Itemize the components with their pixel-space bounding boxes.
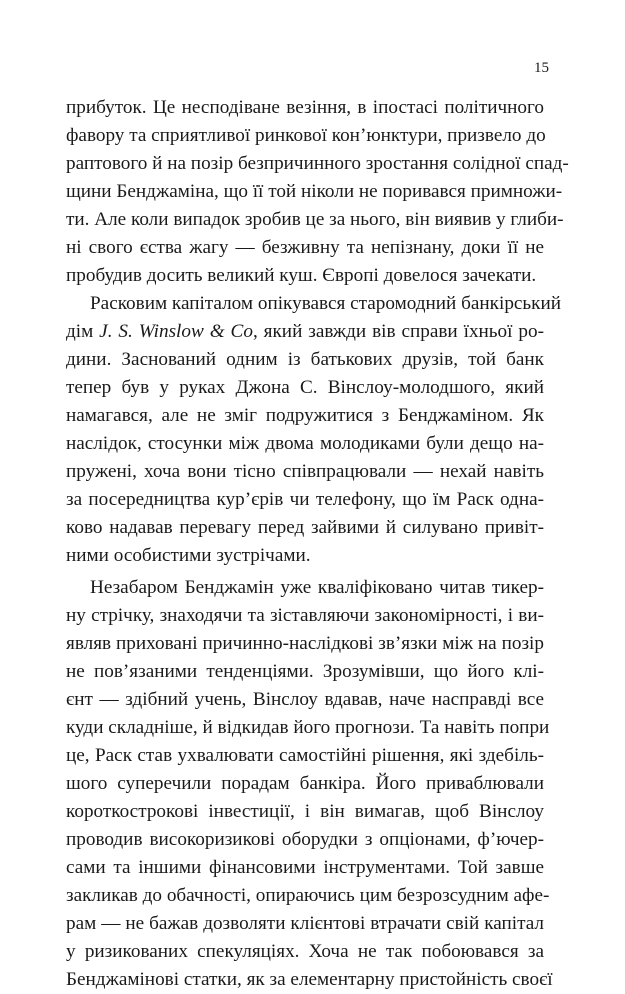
text-line: дини. Заснований одним із батькових друзів, той банк (66, 349, 544, 370)
text-line: прибуток. Це несподіване везіння, в іпостасі політичного (66, 97, 544, 118)
text-line: куди складніше, й відкидав його прогнози. Та навіть попри (66, 717, 550, 738)
paragraph-1 (66, 94, 569, 290)
paragraph-2 (66, 290, 562, 570)
text-line: проводив високоризикові оборудки з опціонами, ф’ючер- (66, 829, 544, 850)
text-line: ти. Але коли випадок зробив це за нього, він виявив у глиби- (66, 209, 564, 230)
text-line: намагався, але не зміг подружитися з Бенджаміном. Як (66, 405, 544, 426)
text-line: за посередництва кур’єрів чи телефону, що їм Раск одна- (66, 489, 544, 510)
text-line: раптового й на позір безпричинного зростання солідної спад- (66, 153, 569, 174)
text-line: сами та іншими фінансовими інструментами. Той завше (66, 857, 544, 878)
text-line: пружені, хоча вони тісно співпрацювали — нехай навіть (66, 461, 544, 482)
text-line: ними особистими зустрічами. (66, 545, 311, 566)
body-text (66, 94, 569, 994)
text-line: ні свого єства жагу — безживну та непізнану, доки її не (66, 237, 544, 258)
bank-name-italic: J. S. Winslow & Co (99, 321, 253, 342)
text-line: пробудив досить великий куш. Європі довелося зачекати. (66, 265, 537, 286)
text-fragment: дім (66, 321, 100, 342)
text-line: ково надавав перевагу перед зайвими й силувано привіт- (66, 517, 544, 538)
text-line: Расковим капіталом опікувався старомодний банкірський (90, 293, 562, 314)
paragraph-3 (66, 574, 553, 994)
text-line: щини Бенджаміна, що її той ніколи не поривався примножи- (66, 181, 563, 202)
text-line: єнт — здібний учень, Вінслоу вдавав, наче насправді все (66, 689, 544, 710)
text-line: фавору та сприятливої ринкової кон’юнктури, призвело до (66, 125, 546, 146)
text-line: шого суперечили порадам банкіра. Його приваблювали (66, 773, 544, 794)
text-line: тепер був у руках Джона С. Вінслоу-молодшого, який (66, 377, 544, 398)
text-fragment: , який завжди вів справи їхньої ро- (252, 321, 544, 342)
text-line-with-bank-name (66, 318, 544, 346)
text-line: ну стрічку, знаходячи та зіставляючи закономірності, і ви- (66, 605, 544, 626)
text-line: не пов’язаними тенденціями. Зрозумівши, що його клі- (66, 661, 544, 682)
text-line: у ризикованих спекуляціях. Хоча не так побоювався за (66, 941, 544, 962)
text-line: Бенджамінові статки, як за елементарну пристойність своєї (66, 969, 553, 990)
text-line: являв приховані причинно-наслідкові зв’язки між на позір (66, 633, 544, 654)
text-line: Незабаром Бенджамін уже кваліфіковано читав тикер- (90, 577, 544, 598)
text-line: закликав до обачності, опираючись цим безрозсудним афе- (66, 885, 550, 906)
page-number: 15 (534, 60, 549, 76)
text-line: короткострокові інвестиції, і він вимагав, щоб Вінслоу (66, 801, 544, 822)
text-line: наслідок, стосунки між двома молодиками були дещо на- (66, 433, 544, 454)
text-line: це, Раск став ухвалювати самостійні рішення, які здебіль- (66, 745, 544, 766)
text-line: рам — не бажав дозволяти клієнтові втрачати свій капітал (66, 913, 544, 934)
